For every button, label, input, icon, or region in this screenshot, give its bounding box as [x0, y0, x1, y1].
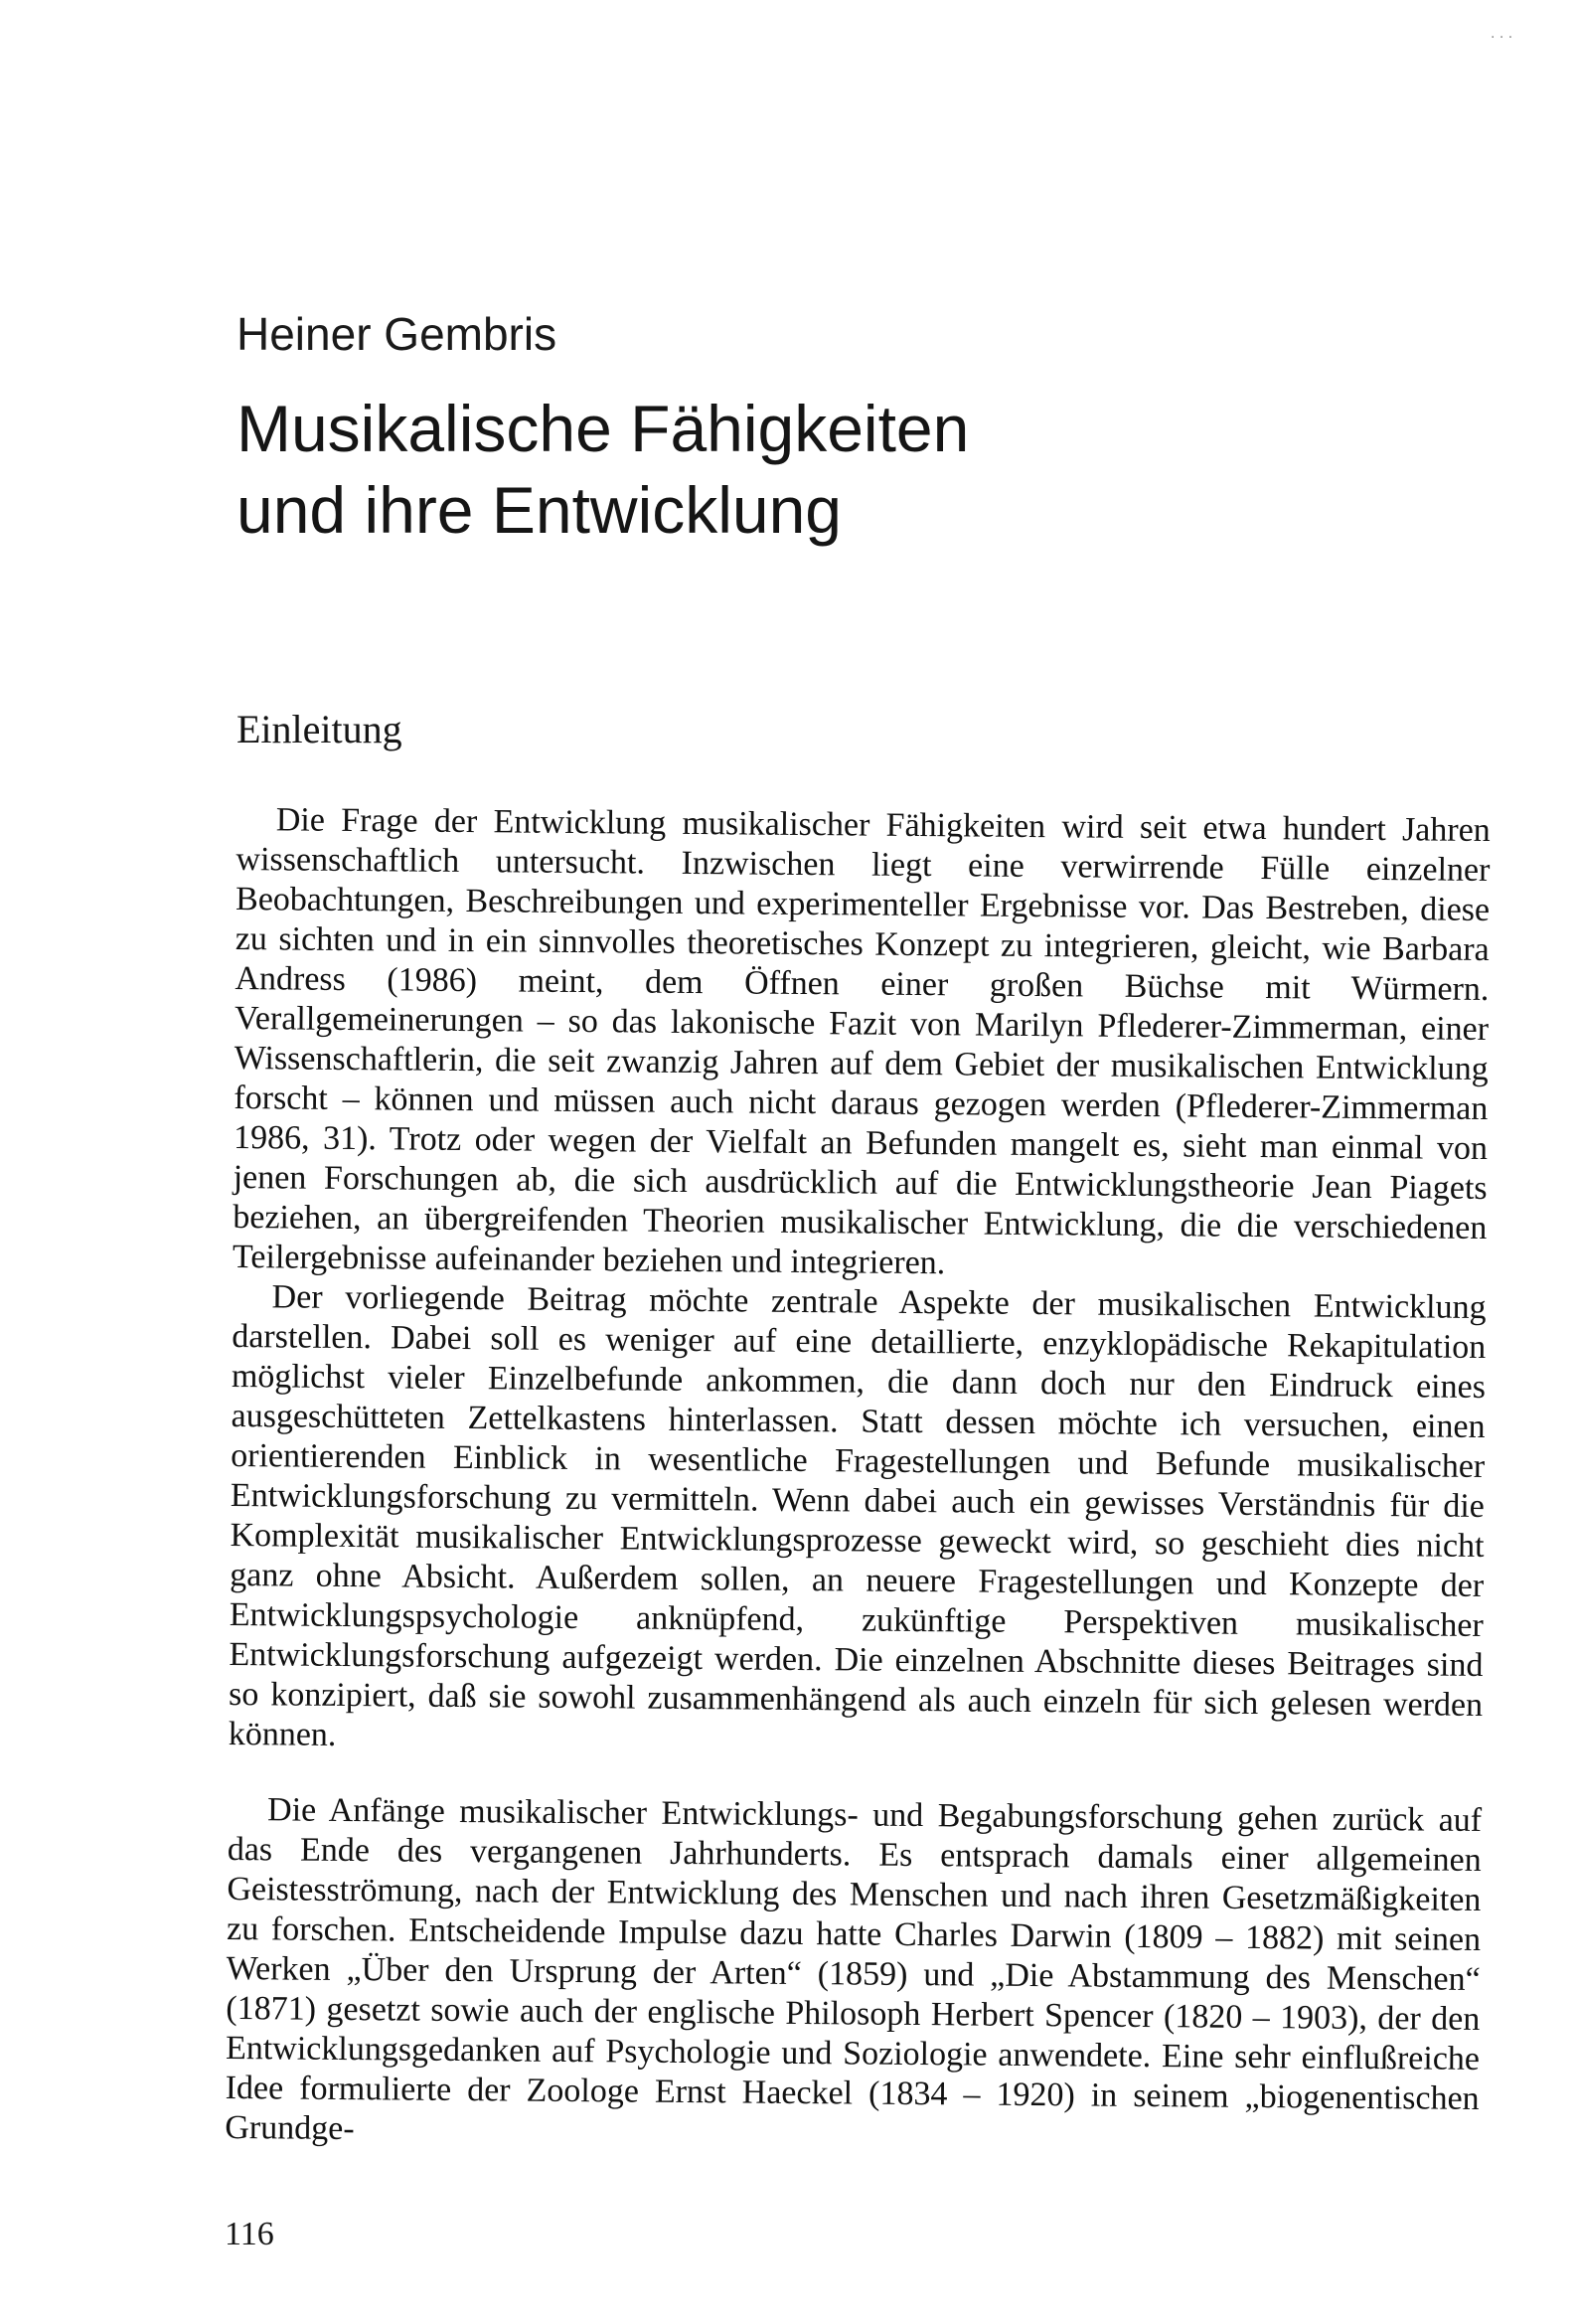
page-number: 116 [225, 2216, 274, 2252]
body-text [225, 800, 1491, 2159]
scan-artifact: · · · [1491, 30, 1513, 46]
section-heading: Einleitung [237, 707, 402, 751]
chapter-title [237, 388, 969, 551]
chapter-title-line-1: Musikalische Fähigkeiten [237, 392, 970, 465]
paragraph-2: Der vorliegende Beitrag möchte zentrale Aspekte der musikalischen Entwicklung darstellen. Dabei soll es weniger auf eine detaillierte, enzyklopädische Rekapitulation möglichst vieler Einzelbefunde ankommen, die dann doch nur den Eindruck eines ausgeschütteten Zettelkastens hinterlassen. Statt dessen möchte ich versuchen, einen orientierenden Einblick in wesentliche Fragestellungen und Befunde musikalischer Entwicklungsforschung zu vermitteln. Wenn dabei auch ein gewisses Verständnis für die Komplexität musikalischer Entwicklungsprozesse geweckt wird, so geschieht dies nicht ganz ohne Absicht. Außerdem sollen, an neuere Fragestellungen und Konzepte der Entwicklungspsychologie anknüpfend, zukünftige Perspektiven musikalischer Entwicklungsforschung aufgezeigt werden. Die einzelnen Abschnitte dieses Beitrages sind so konzipiert, daß sie sowohl zusammenhängend als auch einzeln für sich gelesen werden können. [228, 1278, 1487, 1753]
paragraph-1: Die Frage der Entwicklung musikalischer Fähigkeiten wird seit etwa hundert Jahren wissenschaftlich untersucht. Inzwischen liegt eine verwirrende Fülle einzelner Beobachtungen, Beschreibungen und experimenteller Ergebnisse vor. Das Bestreben, diese zu sichten und in ein sinnvolles theoretisches Konzept zu integrieren, gleicht, wie Barbara Andress (1986) meint, dem Öffnen einer großen Büchse mit Würmern. Verallgemeinerungen – so das lakonische Fazit von Marilyn Pflederer-Zimmerman, einer Wissenschaftlerin, die seit zwanzig Jahren auf dem Gebiet der musikalischen Entwicklung forscht – können und müssen auch nicht daraus gezogen werden (Pflederer-Zimmerman 1986, 31). Trotz oder wegen der Vielfalt an Befunden mangelt es, sieht man einmal von jenen Forschungen ab, die sich ausdrücklich auf die Entwicklungstheorie Jean Piagets beziehen, an übergreifenden Theorien musikalischer Entwicklung, die die verschiedenen Teilergebnisse aufeinander beziehen und integrieren. [232, 801, 1491, 1282]
paragraph-3: Die Anfänge musikalischer Entwicklungs- und Begabungsforschung gehen zurück auf das Ende des vergangenen Jahrhunderts. Es entsprach damals einer allgemeinen Geistesströmung, nach der Entwicklung des Menschen und nach ihren Gesetzmäßigkeiten zu forschen. Entscheidende Impulse dazu hatte Charles Darwin (1809 – 1882) mit seinen Werken „Über den Ursprung der Arten“ (1859) und „Die Abstammung des Menschen“ (1871) gesetzt sowie auch der englische Philosoph Herbert Spencer (1820 – 1903), der den Entwicklungsgedanken auf Psychologie und Soziologie anwendete. Eine sehr einflußreiche Idee formulierte der Zoologe Ernst Haeckel (1834 – 1920) in seinem „biogenentischen Grundge- [225, 1791, 1483, 2148]
chapter-title-line-2: und ihre Entwicklung [237, 473, 843, 547]
author-name: Heiner Gembris [237, 308, 557, 360]
